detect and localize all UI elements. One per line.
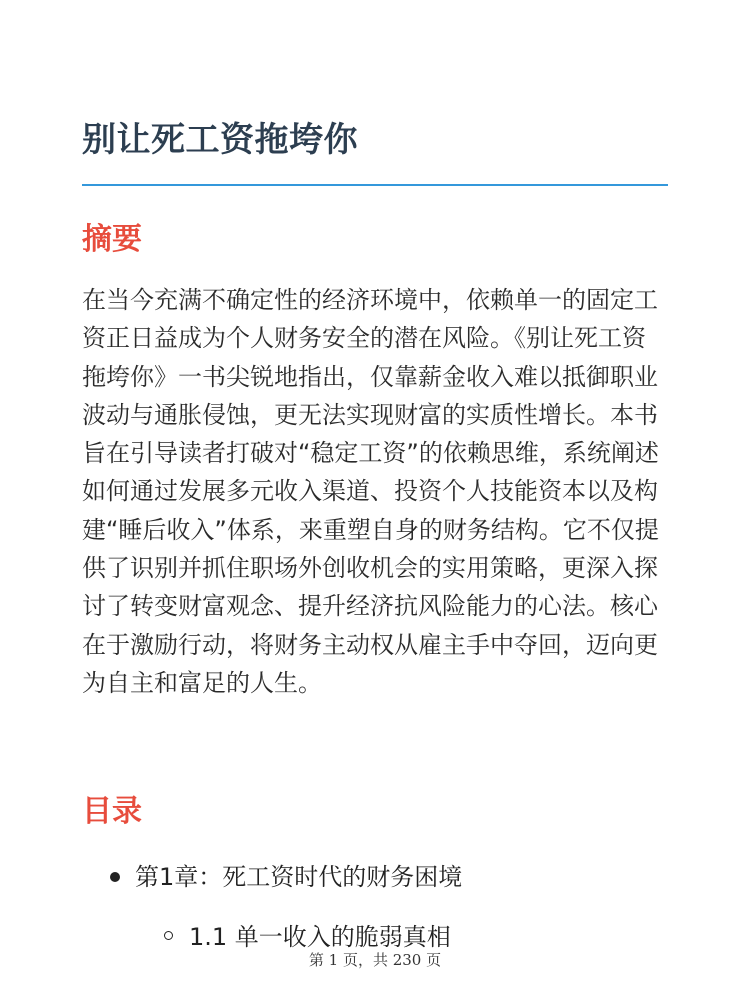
toc-item-label: 1.1 单一收入的脆弱真相 <box>189 923 451 951</box>
abstract-heading: 摘要 <box>82 222 142 257</box>
toc-item-chapter-1 <box>82 855 668 899</box>
title-divider <box>82 184 668 186</box>
toc-heading: 目录 <box>82 794 142 829</box>
document-page <box>82 0 668 1000</box>
abstract-body: 在当今充满不确定性的经济环境中，依赖单一的固定工资正日益成为个人财务安全的潜在风险。《别让死工资拖垮你》一书尖锐地指出，仅靠薪金收入难以抵御职业波动与通胀侵蚀，更无法实现财富的实质性增长。本书旨在引导读者打破对“稳定工资”的依赖思维，系统阐述如何通过发展多元收入渠道、投资个人技能资本以及构建“睡后收入”体系，来重塑自身的财务结构。它不仅提供了识别并抓住职场外创收机会的实用策略，更深入探讨了转变财富观念、提升经济抗风险能力的心法。核心在于激励行动，将财务主动权从雇主手中夺回，迈向更为自主和富足的人生。 <box>82 286 659 697</box>
disc-bullet-icon <box>110 872 120 882</box>
toc-item-label: 第1章：死工资时代的财务困境 <box>135 863 463 891</box>
page-footer: 第 1 页，共 230 页 <box>308 951 442 969</box>
document-title: 别让死工资拖垮你 <box>82 120 358 160</box>
toc-list <box>82 855 668 959</box>
circle-bullet-icon <box>164 931 173 940</box>
